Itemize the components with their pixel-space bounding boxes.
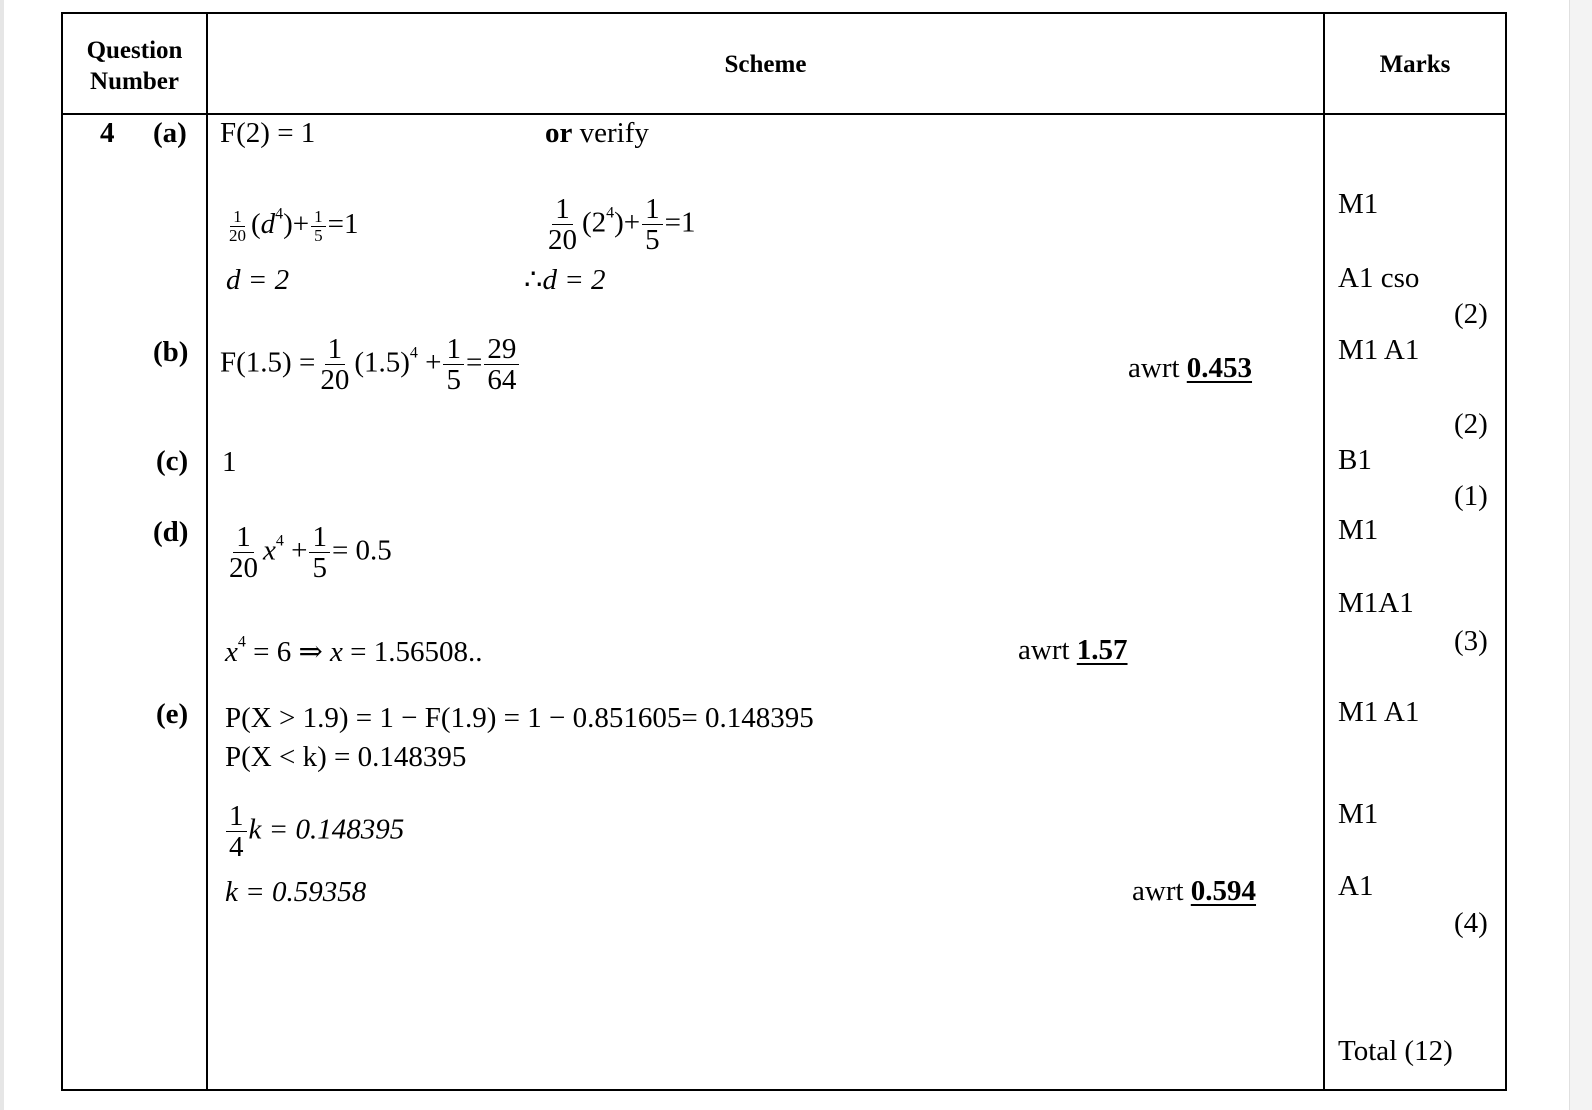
- subtotal-a: (2): [1454, 298, 1488, 330]
- answer-b: 0.453: [1186, 352, 1253, 384]
- mark-c: B1: [1338, 444, 1372, 476]
- fraction-1-20: $\frac{1}{20}$: [548, 193, 577, 257]
- part-a-line1: F(2) = 1: [220, 117, 316, 149]
- part-label-d: (d): [153, 516, 189, 548]
- column-divider-1: [206, 12, 208, 1091]
- part-label-c: (c): [156, 445, 189, 477]
- part-e-line1: P(X > 1.9) = 1 − F(1.9) = 1 − 0.851605= 0.148395: [225, 702, 814, 734]
- mark-e-a1: A1: [1338, 870, 1374, 902]
- answer-e: 0.594: [1190, 875, 1257, 907]
- part-d-awrt: awrt 1.57: [1018, 634, 1128, 666]
- table-left-border: [61, 12, 63, 1091]
- mark-a-a1: A1 cso: [1338, 262, 1420, 294]
- fraction-1-20-small: $\frac{1}{20}$: [229, 207, 246, 245]
- part-a-result-right: ∴d = 2: [524, 264, 606, 296]
- header-scheme: Scheme: [724, 51, 807, 78]
- subtotal-e: (4): [1454, 907, 1488, 939]
- header-question-line2: Number: [90, 68, 179, 96]
- window-scrollbar[interactable]: [1569, 0, 1592, 1110]
- mark-a-m1: M1: [1338, 188, 1379, 220]
- header-marks: Marks: [1379, 51, 1451, 78]
- mark-d-m1: M1: [1338, 514, 1379, 546]
- part-e-line3: $\frac{1}{4}$ k = 0.148395: [224, 801, 404, 863]
- fraction-1-5: $\frac{1}{5}$: [642, 194, 663, 256]
- part-e-awrt: awrt 0.594: [1132, 875, 1257, 907]
- question-number: 4: [100, 117, 115, 149]
- grand-total: Total (12): [1338, 1035, 1453, 1067]
- fraction-1-5-small: $\frac{1}{5}$: [311, 208, 326, 245]
- mark-d-m1a1: M1A1: [1338, 587, 1414, 619]
- part-d-equation: $\frac{1}{20}$ $x^4$ + $\frac{1}{5}$ = 0.5: [224, 522, 392, 584]
- header-question-number: [63, 35, 206, 98]
- part-e-line4: k = 0.59358: [225, 876, 367, 908]
- fraction-29-64: $\frac{29}{64}$: [484, 334, 519, 396]
- subtotal-c: (1): [1454, 480, 1488, 512]
- part-label-a: (a): [153, 117, 187, 149]
- fraction-1-20: $\frac{1}{20}$: [229, 521, 258, 585]
- part-b-awrt: awrt 0.453: [1128, 352, 1253, 384]
- part-label-b: (b): [153, 336, 189, 368]
- part-a-equation-left: $\frac{1}{20}$ $(d^4)+$ $\frac{1}{5}$ =1: [224, 208, 359, 245]
- verify-word: verify: [579, 117, 649, 149]
- part-b-equation: F(1.5) = $\frac{1}{20}$ $(1.5)^4$ + $\frac{1}{5}$ = $\frac{29}{64}$: [220, 334, 521, 396]
- mark-e-m1: M1: [1338, 798, 1379, 830]
- part-a-equation-right: $\frac{1}{20}$ $(2^4)+$ $\frac{1}{5}$ =1: [543, 194, 696, 256]
- table-top-border: [61, 12, 1507, 14]
- table-header-divider: [61, 113, 1507, 115]
- part-a-or-verify: [545, 119, 649, 148]
- header-question-line1: Question: [86, 37, 183, 64]
- mark-e-m1a1: M1 A1: [1338, 696, 1420, 728]
- part-e-line2: P(X < k) = 0.148395: [225, 741, 467, 773]
- fraction-1-4: $\frac{1}{4}$: [226, 801, 247, 863]
- therefore-symbol: ∴: [524, 264, 543, 296]
- fraction-1-20: $\frac{1}{20}$: [320, 333, 350, 397]
- column-divider-2: [1323, 12, 1325, 1091]
- part-c-value: 1: [222, 446, 237, 478]
- subtotal-d: (3): [1454, 625, 1488, 657]
- table-right-border: [1505, 12, 1507, 1091]
- fraction-1-5: $\frac{1}{5}$: [309, 522, 330, 584]
- fraction-1-5: $\frac{1}{5}$: [443, 334, 464, 396]
- or-word: or: [545, 117, 573, 149]
- window-left-edge: [0, 0, 4, 1110]
- part-d-line2: $x^4 = 6$ ⇒ x = 1.56508..: [225, 633, 483, 668]
- part-label-e: (e): [156, 698, 189, 730]
- answer-d: 1.57: [1076, 634, 1128, 666]
- table-bottom-border: [61, 1089, 1507, 1091]
- mark-b: M1 A1: [1338, 334, 1420, 366]
- subtotal-b: (2): [1454, 408, 1488, 440]
- part-a-result-left: d = 2: [226, 264, 290, 296]
